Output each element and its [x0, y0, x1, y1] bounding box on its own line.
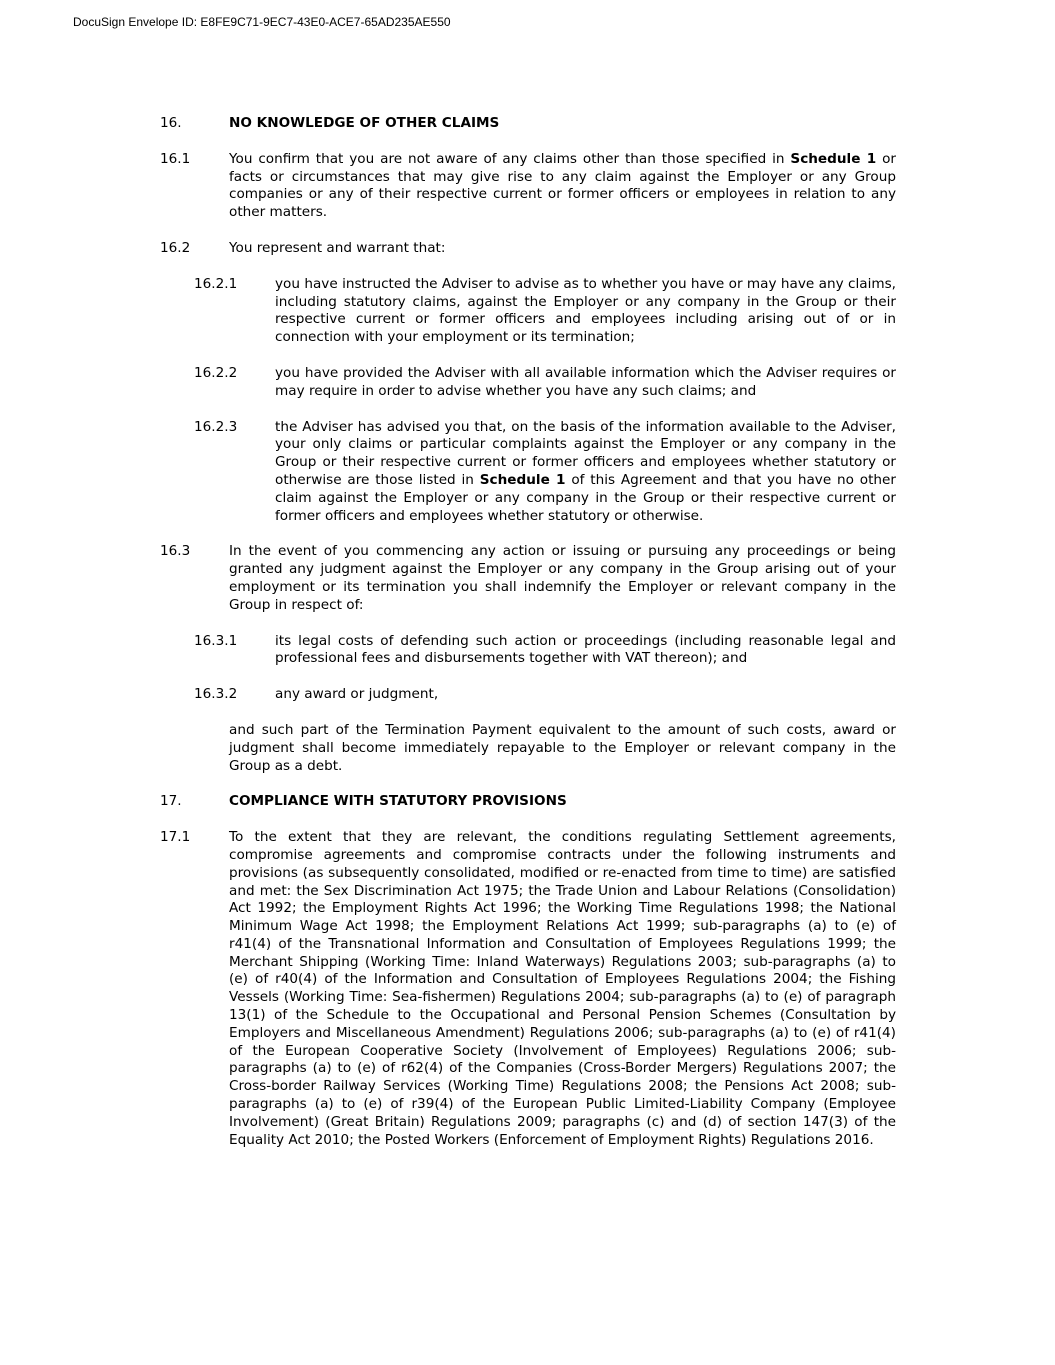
document-body: [160, 115, 896, 1167]
clause-17-heading: [160, 793, 896, 811]
clause-number: 16.2.2: [194, 364, 238, 381]
clause-text: [229, 151, 896, 222]
schedule-reference: Schedule 1: [479, 471, 566, 488]
envelope-id: DocuSign Envelope ID: E8FE9C71-9EC7-43E0-ACE7-65AD235AE550: [73, 15, 451, 29]
clause-text-part: or facts or circumstances that may give rise to any claim against the Employer or any Group companies or any of their respective current or former officers or employees in relation to any other matters.: [229, 150, 896, 221]
clause-number: 17.1: [160, 829, 191, 846]
clause-text: you have instructed the Adviser to advise as to whether you have or may have any claims, including statutory claims, against the Employer or any company in the Group or their respective current or former officers and employees including arising out of or in connection with your employment or its termination;: [275, 275, 896, 346]
clause-text: and such part of the Termination Payment equivalent to the amount of such costs, award or judgment shall become immediately repayable to the Employer or relevant company in the Group as a debt.: [229, 721, 896, 774]
clause-title: COMPLIANCE WITH STATUTORY PROVISIONS: [229, 793, 567, 810]
clause-16-3-1: [160, 633, 896, 669]
clause-number: 16.3.2: [194, 686, 238, 703]
clause-number: 16.2.1: [194, 275, 238, 292]
clause-number: 16.3: [160, 543, 191, 560]
clause-16-tail: [160, 722, 896, 775]
clause-text-part: the Adviser has advised you that, on the basis of the information available to the Adviser, your only claims or particular complaints against the Employer or any company in the Group or their respective current or former officers and employees whether statutory or otherwise are those listed in: [275, 418, 896, 488]
clause-16-2: [160, 240, 896, 258]
clause-number: 16.3.1: [194, 632, 238, 649]
clause-17-1: [160, 829, 896, 1149]
clause-text: its legal costs of defending such action or proceedings (including reasonable legal and professional fees and disbursements together with VAT thereon); and: [275, 632, 896, 667]
schedule-reference: Schedule 1: [790, 150, 877, 167]
clause-text: To the extent that they are relevant, the conditions regulating Settlement agreements, compromise agreements and compromise contracts under the following instruments and provisions (as subsequently consolidated, modified or re-enacted from time to time) are satisfied and met: the Sex Discrimination Act 1975; the Trade Union and Labour Relations (Consolidation) Act 1992; the Employment Rights Act 1996; the Working Time Regulations 1998; the National Minimum Wage Act 1998; the Employment Relations Act 1999; sub-paragraphs (a) to (e) of r41(4) of the Transnational Information and Consultation of Employees Regulations 1999; the Merchant Shipping (Working Time: Inland Waterways) Regulations 2003; sub-paragraphs (a) to (e) of r40(4) of the Information and Consultation of Employees Regulations 2004; the Fishing Vessels (Working Time: Sea-fishermen) Regulations 2004; sub-paragraphs (a) to (e) of paragraph 13(1) of the Schedule to the Occupational and Personal Pension Schemes (Consultation by Employers and Miscellaneous Amendment) Regulations 2006; sub-paragraphs (a) to (e) of r41(4) of the European Cooperative Society (Involvement of Employees) Regulations 2006; sub-paragraphs (a) to (e) of r62(4) of the Companies (Cross-Border Mergers) Regulations 2007; the Cross-border Railway Services (Working Time) Regulations 2008; the Pensions Act 2008; sub-paragraphs (a) to (e) of r39(4) of the European Public Limited-Liability Company (Employee Involvement) (Great Britain) Regulations 2009; paragraphs (c) and (d) of section 147(3) of the Equality Act 2010; the Posted Workers (Enforcement of Employment Rights) Regulations 2016.: [229, 829, 896, 1148]
clause-text: you have provided the Adviser with all available information which the Adviser requires or may require in order to advise whether you have any such claims; and: [275, 364, 896, 399]
clause-text: any award or judgment,: [275, 686, 439, 703]
clause-number: 16.2.3: [194, 418, 238, 435]
clause-16-2-3: [160, 419, 896, 526]
clause-number: 17.: [160, 793, 182, 810]
clause-16-2-2: [160, 365, 896, 401]
clause-text-part: of this Agreement and that you have no other claim against the Employer or any company in the Group or their respective current or former officers and employees whether statutory or otherwise.: [275, 471, 897, 524]
clause-number: 16.2: [160, 239, 191, 256]
clause-text: [275, 419, 896, 526]
clause-text: In the event of you commencing any action or issuing or pursuing any proceedings or being granted any judgment against the Employer or any company in the Group arising out of your employment or its termination you shall indemnify the Employer or relevant company in the Group in respect of:: [229, 543, 896, 613]
clause-number: 16.1: [160, 150, 191, 167]
clause-text-part: You confirm that you are not aware of any claims other than those specified in: [229, 150, 791, 167]
clause-16-1: [160, 151, 896, 222]
clause-16-3-2: [160, 686, 896, 704]
clause-16-3: [160, 543, 896, 614]
clause-title: NO KNOWLEDGE OF OTHER CLAIMS: [229, 115, 500, 131]
clause-text: You represent and warrant that:: [229, 239, 446, 256]
clause-16-2-1: [160, 276, 896, 347]
clause-number: 16.: [160, 115, 182, 131]
clause-16-heading: [160, 115, 896, 133]
